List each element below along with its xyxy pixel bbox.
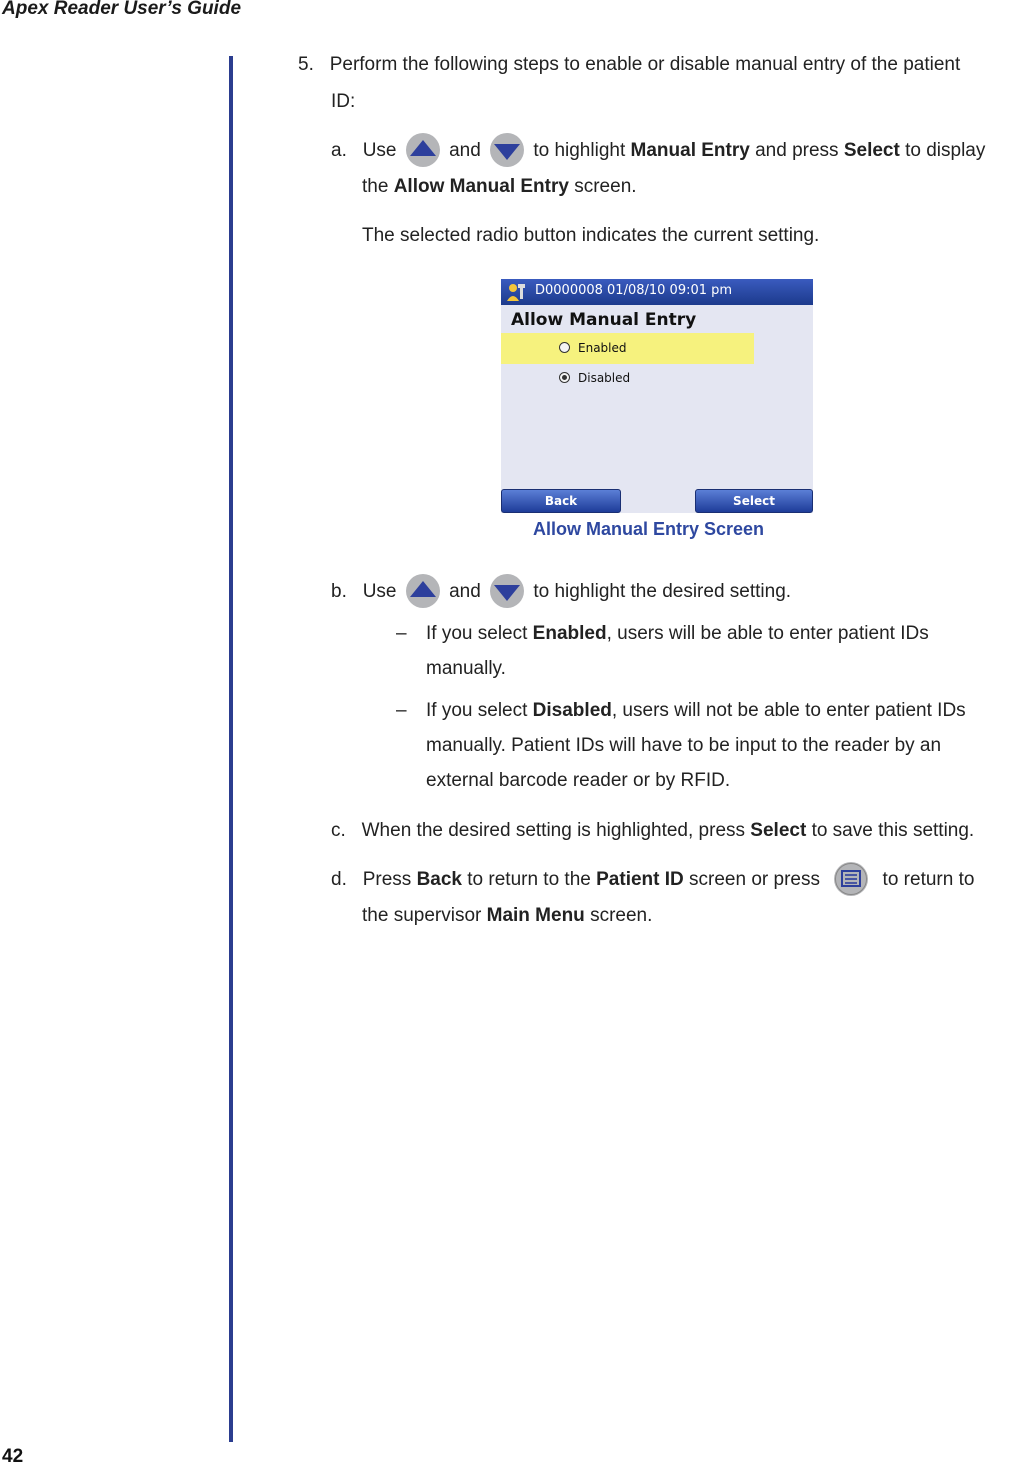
main-menu-icon — [833, 861, 869, 897]
up-arrow-icon — [405, 573, 441, 609]
step-5-line-2: ID: — [331, 91, 356, 112]
highlight-bar — [501, 333, 754, 364]
radio-unselected-icon — [559, 342, 570, 353]
back-button[interactable]: Back — [501, 489, 621, 513]
status-bar — [501, 279, 813, 305]
page-header: Apex Reader User’s Guide — [2, 0, 242, 19]
allow-manual-entry-screen — [501, 279, 813, 513]
figure-caption: Allow Manual Entry Screen — [533, 519, 765, 539]
step-d-line-1: d. Press Back to return to the Patient ID screen or press to return to — [331, 868, 974, 892]
bullet-disabled-line-3: external barcode reader or by RFID. — [426, 770, 731, 791]
step-b-line: b. Use and to highlight the desired setting. — [331, 580, 791, 604]
bullet-enabled-line-1: If you select Enabled, users will be able to enter patient IDs — [426, 623, 929, 644]
supervisor-icon — [505, 281, 527, 303]
down-arrow-icon — [489, 573, 525, 609]
step-c-line: c. When the desired setting is highlighted, press Select to save this setting. — [331, 820, 975, 841]
step-a-line-1: a. Use and to highlight Manual Entry and press Select to display — [331, 139, 985, 163]
bullet-disabled-line-1: If you select Disabled, users will not be able to enter patient IDs — [426, 700, 966, 721]
step-a-line-2: the Allow Manual Entry screen. — [362, 176, 637, 197]
bullet-disabled-line-2: manually. Patient IDs will have to be input to the reader by an — [426, 735, 942, 756]
screen-title: Allow Manual Entry — [511, 310, 697, 330]
status-text: D0000008 01/08/10 09:01 pm — [535, 283, 733, 298]
down-arrow-icon — [489, 132, 525, 168]
bullet-disabled-dash: – — [396, 700, 407, 721]
bullet-enabled-line-2: manually. — [426, 658, 506, 679]
page-number: 42 — [2, 1446, 24, 1467]
bullet-enabled-dash: – — [396, 623, 407, 644]
step-a-note: The selected radio button indicates the current setting. — [362, 225, 820, 246]
option-enabled[interactable]: Enabled — [559, 341, 627, 355]
step-5-line-1: 5. Perform the following steps to enable or disable manual entry of the patient — [298, 54, 961, 75]
step-d-line-2: the supervisor Main Menu screen. — [362, 905, 653, 926]
margin-rule — [229, 56, 233, 1442]
option-disabled[interactable]: Disabled — [559, 371, 630, 385]
up-arrow-icon — [405, 132, 441, 168]
select-button[interactable]: Select — [695, 489, 813, 513]
radio-selected-icon — [559, 372, 570, 383]
